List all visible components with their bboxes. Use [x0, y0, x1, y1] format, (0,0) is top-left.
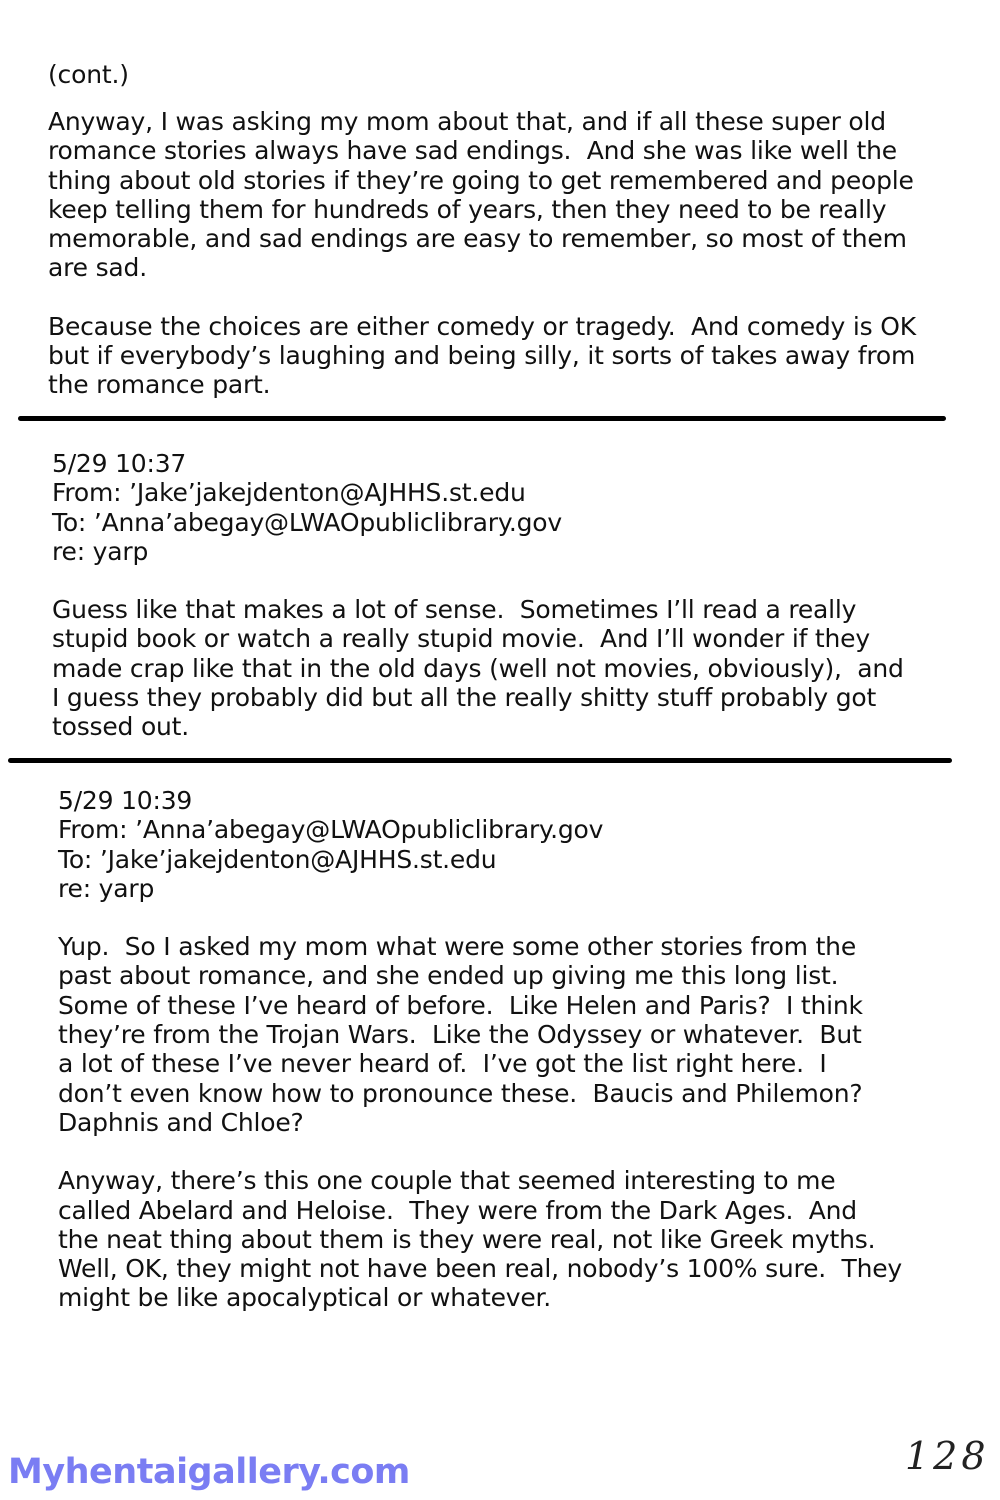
- continued-label: (cont.): [48, 60, 129, 89]
- email-body-paragraph: Guess like that makes a lot of sense. Sometimes I’ll read a really stupid book or watch a really stupid movie. And I’ll wonder if they made crap like that in the old days (well not movies, obviously), and I guess they probably did but all the really shitty stuff probably got tossed out.: [52, 595, 904, 742]
- email-body-paragraph: Yup. So I asked my mom what were some other stories from the past about romance, and she ended up giving me this long list. Some of these I’ve heard of before. Like Helen and Paris? I think they’re from the Trojan Wars. Like the Odyssey or whatever. But a lot of these I’ve never heard of. I’ve got the list right here. I don’t even know how to pronounce these. Baucis and Philemon? Daphnis and Chloe?: [58, 932, 863, 1137]
- email-subject: re: yarp: [58, 873, 155, 903]
- intro-paragraph: Because the choices are either comedy or tragedy. And comedy is OK but if everybody’s laughing and being silly, it sorts of takes away from the romance part.: [48, 311, 916, 400]
- email-to: To: ’Jake’jakejdenton@AJHHS.st.edu: [58, 844, 497, 874]
- paragraph-gap: [58, 1137, 958, 1166]
- email-timestamp: 5/29 10:37: [52, 449, 187, 478]
- email-message: [58, 786, 958, 1313]
- email-message: [52, 449, 952, 742]
- page-number: 128: [905, 1434, 990, 1478]
- email-header: [58, 786, 958, 903]
- site-watermark: Myhentaigallery.com: [8, 1452, 410, 1492]
- paragraph-gap: [52, 566, 952, 595]
- intro-paragraph: Anyway, I was asking my mom about that, and if all these super old romance stories always have sad endings. And she was like well the thing about old stories if they’re going to get remembered and people keep telling them for hundreds of years, then they need to be really memorable, and sad endings are easy to remember, so most of them are sad.: [48, 107, 914, 283]
- section-divider: [18, 416, 946, 421]
- email-timestamp: 5/29 10:39: [58, 786, 193, 815]
- email-from: From: ’Jake’jakejdenton@AJHHS.st.edu: [52, 478, 526, 508]
- email-to: To: ’Anna’abegay@LWAOpubliclibrary.gov: [52, 507, 562, 537]
- email-subject: re: yarp: [52, 536, 149, 566]
- email-body-paragraph: Anyway, there’s this one couple that seemed interesting to me called Abelard and Heloise. They were from the Dark Ages. And the neat thing about them is they were real, not like Greek myths. Well, OK, they might not have been real, nobody’s 100% sure. They might be like apocalyptical or whatever.: [58, 1166, 903, 1313]
- paragraph-gap: [48, 283, 948, 312]
- email-from: From: ’Anna’abegay@LWAOpubliclibrary.gov: [58, 815, 604, 845]
- paragraph-gap: [58, 903, 958, 932]
- email-header: [52, 449, 952, 566]
- section-divider: [8, 758, 952, 763]
- intro-block: [48, 107, 948, 400]
